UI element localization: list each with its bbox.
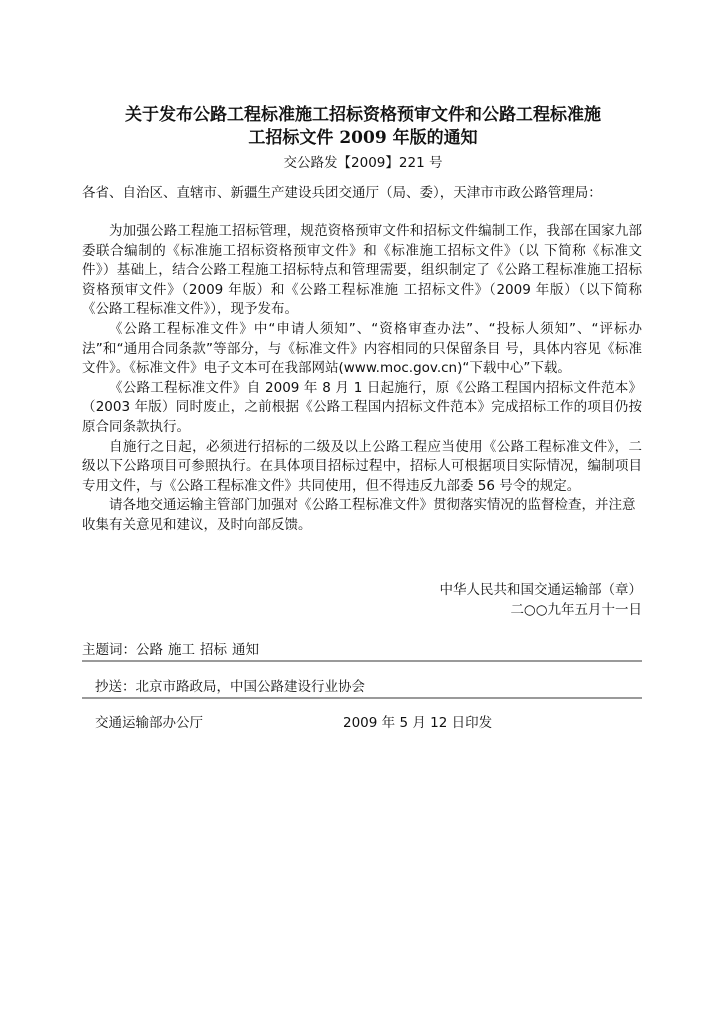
title-line-2: 工招标文件 2009 年版的通知 bbox=[248, 128, 478, 148]
keywords-label: 主题词： bbox=[82, 642, 136, 658]
keywords-line bbox=[82, 641, 264, 659]
signature-block bbox=[440, 580, 643, 620]
cc-line: 抄送：北京市路政局，中国公路建设行业协会 bbox=[95, 679, 365, 695]
keyword: 公路 bbox=[136, 642, 163, 658]
document-number: 交公路发【2009】221 号 bbox=[283, 155, 443, 171]
recipients-line: 各省、自治区、直辖市、新疆生产建设兵团交通厅（局、委），天津市市政公路管理局： bbox=[82, 185, 602, 201]
divider-line bbox=[82, 697, 642, 699]
body-paragraph: 《公路工程标准文件》中“申请人须知”、“资格审查办法”、“投标人须知”、“评标办法”和“通用合同条款”等部分，与《标准文件》内容相同的只保留条目 号，具体内容见《标准文件》。《标准文件》电子文本可在我部网站(www.moc.gov.cn)“下载中心”下载。 bbox=[82, 320, 642, 377]
body-paragraph: 请各地交通运输主管部门加强对《公路工程标准文件》贯彻落实情况的监督检查，并注意收集有关意见和建议，及时向部反馈。 bbox=[82, 497, 636, 533]
keyword: 通知 bbox=[232, 642, 259, 658]
body-paragraph: 为加强公路工程施工招标管理，规范资格预审文件和招标文件编制工作，我部在国家九部委联合编制的《标准施工招标资格预审文件》和《标准施工招标文件》（以 下简称《标准文件》）基础上，结合公路工程施工招标特点和管理需要，组织制定了《公路工程标准施工招标资格预审文件》（2009 年版）和《公路工程标准施 工招标文件》（2009 年版）（以下简称《公路工程标准文件》），现予发布。 bbox=[82, 223, 642, 318]
document-title bbox=[82, 104, 644, 150]
keyword: 施工 bbox=[168, 642, 195, 658]
body-paragraph: 《公路工程标准文件》自 2009 年 8 月 1 日起施行，原《公路工程国内招标文件范本》（2003 年版）同时废止，之前根据《公路工程国内招标文件范本》完成招标工作的项目仍按原合同条款执行。 bbox=[82, 379, 642, 435]
signature-date: 二○○九年五月十一日 bbox=[510, 602, 642, 618]
document-body bbox=[82, 222, 642, 536]
issue-date: 2009 年 5 月 12 日印发 bbox=[343, 715, 493, 731]
title-line-1: 关于发布公路工程标准施工招标资格预审文件和公路工程标准施 bbox=[125, 105, 601, 125]
signature-organization: 中华人民共和国交通运输部（章） bbox=[439, 582, 642, 598]
body-paragraph: 自施行之日起，必须进行招标的二级及以上公路工程应当使用《公路工程标准文件》，二级以下公路项目可参照执行。在具体项目招标过程中，招标人可根据项目实际情况，编制项目专用文件，与《公路工程标准文件》共同使用，但不得违反九部委 56 号令的规定。 bbox=[82, 438, 642, 494]
keyword: 招标 bbox=[200, 642, 227, 658]
issuing-office: 交通运输部办公厅 bbox=[95, 715, 203, 731]
divider-line bbox=[82, 660, 642, 662]
